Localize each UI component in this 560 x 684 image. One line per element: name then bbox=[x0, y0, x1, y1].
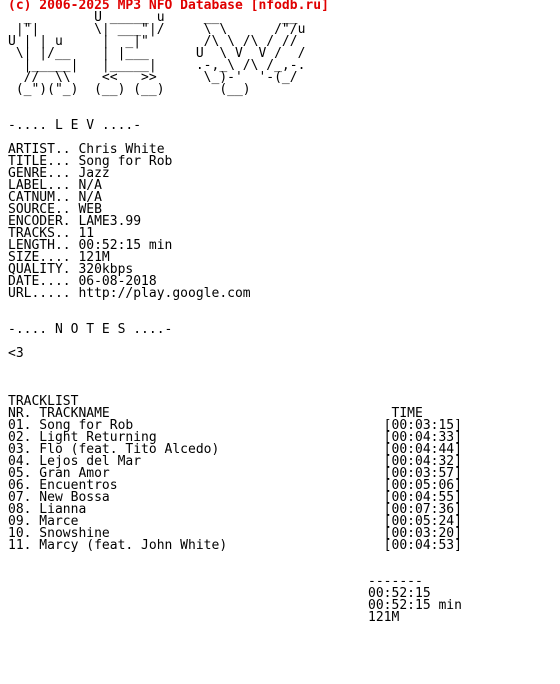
track-row: 01. Song for Rob [00:03:15] bbox=[8, 418, 462, 433]
tracklist-header: NR. TRACKNAME TIME bbox=[8, 406, 423, 421]
lev-logo-art bbox=[8, 12, 462, 96]
totals-time: 00:52:15 bbox=[8, 586, 431, 601]
logo-art-line: (_")("_) (__) (__) (__) bbox=[8, 82, 251, 97]
logo-art-line: // \\ << >> \_)-' '-(_/ bbox=[8, 70, 298, 85]
totals-separator: ------- bbox=[8, 574, 423, 589]
track-row: 06. Encuentros [00:05:06] bbox=[8, 478, 462, 493]
release-info-field: CATNUM.. N/A bbox=[8, 190, 102, 205]
tracklist-title: TRACKLIST bbox=[8, 394, 79, 409]
track-row: 02. Light Returning [00:04:33] bbox=[8, 430, 462, 445]
release-info-field: LENGTH.. 00:52:15 min bbox=[8, 238, 173, 253]
tracklist bbox=[8, 420, 462, 552]
release-info-field: DATE.... 06-08-2018 bbox=[8, 274, 157, 289]
release-info-field: TITLE... Song for Rob bbox=[8, 154, 173, 169]
track-row: 07. New Bossa [00:04:55] bbox=[8, 490, 462, 505]
totals-size: 121M bbox=[8, 610, 400, 625]
totals-time-min: 00:52:15 min bbox=[8, 598, 462, 613]
release-info-fields bbox=[8, 144, 462, 300]
logo-art-line: _ U _____ u __ __ bbox=[8, 10, 298, 25]
logo-art-line: \| |/__ | |___ U \ V V / / bbox=[8, 46, 306, 61]
track-row: 11. Marcy (feat. John White) [00:04:53] bbox=[8, 538, 462, 553]
nfo-document bbox=[8, 0, 462, 624]
release-info-field: URL..... http://play.google.com bbox=[8, 286, 251, 301]
notes-heading: -.... N O T E S ....- bbox=[8, 322, 173, 337]
release-info-field: GENRE... Jazz bbox=[8, 166, 110, 181]
logo-art-line: |"| \| ___"|/ \ \ /"/u bbox=[8, 22, 306, 37]
track-row: 10. Snowshine [00:03:20] bbox=[8, 526, 462, 541]
release-info-field: TRACKS.. 11 bbox=[8, 226, 95, 241]
track-row: 08. Lianna [00:07:36] bbox=[8, 502, 462, 517]
logo-art-line: |_____| |_____| .-,_\ /\ /_,-. bbox=[8, 58, 306, 73]
lev-heading: -.... L E V ....- bbox=[8, 118, 142, 133]
release-info-field: QUALITY. 320kbps bbox=[8, 262, 134, 277]
track-row: 04. Lejos del Mar [00:04:32] bbox=[8, 454, 462, 469]
release-info-field: ARTIST.. Chris White bbox=[8, 142, 165, 157]
release-info-field: SIZE.... 121M bbox=[8, 250, 110, 265]
release-info-field: ENCODER. LAME3.99 bbox=[8, 214, 142, 229]
release-info-field: LABEL... N/A bbox=[8, 178, 102, 193]
notes-text: <3 bbox=[8, 346, 24, 361]
logo-art-line: U | | u | _|" /\ \ /\ / // bbox=[8, 34, 298, 49]
track-row: 05. Gran Amor [00:03:57] bbox=[8, 466, 462, 481]
release-info-field: SOURCE.. WEB bbox=[8, 202, 102, 217]
track-row: 03. Flo (feat. Tito Alcedo) [00:04:44] bbox=[8, 442, 462, 457]
nfodb-header: (c) 2006-2025 MP3 NFO Database [nfodb.ru] bbox=[8, 0, 329, 13]
track-row: 09. Marce [00:05:24] bbox=[8, 514, 462, 529]
